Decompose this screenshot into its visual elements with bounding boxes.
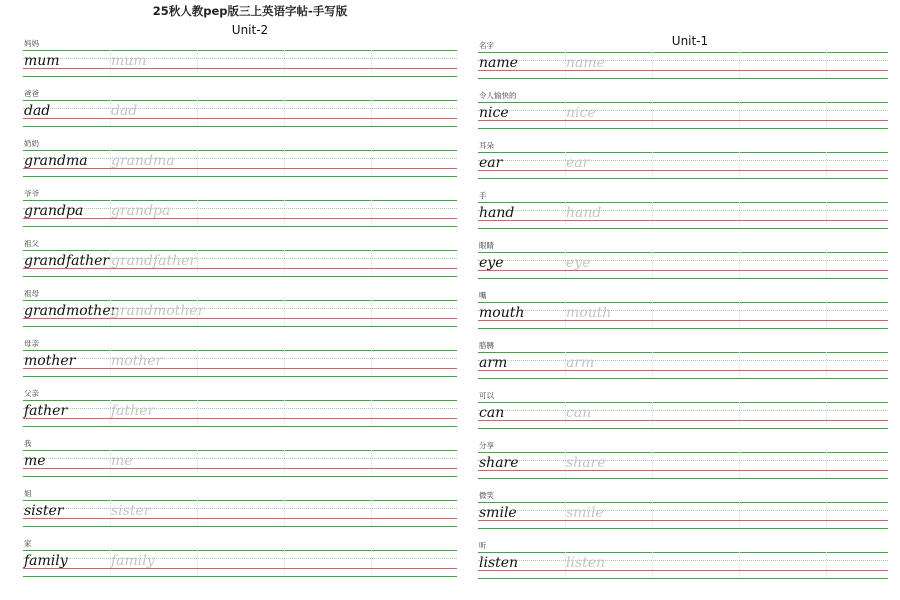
word-entry	[478, 190, 888, 240]
cell-divider	[284, 450, 285, 476]
handwriting-guide-line	[23, 458, 457, 459]
cell-divider	[739, 352, 740, 378]
word-entry	[23, 488, 457, 538]
handwriting-guide-line	[23, 158, 457, 159]
cell-divider	[197, 150, 198, 176]
english-word: ear	[479, 155, 503, 171]
cell-divider	[284, 250, 285, 276]
cell-divider	[739, 102, 740, 128]
handwriting-guide-line	[23, 518, 457, 519]
handwriting-guide-line	[23, 76, 457, 77]
handwriting-guide-line	[23, 408, 457, 409]
cell-divider	[371, 400, 372, 426]
chinese-meaning: 母亲	[24, 339, 39, 348]
cell-divider	[284, 150, 285, 176]
cell-divider	[652, 102, 653, 128]
tracing-word: name	[566, 55, 605, 71]
english-word: listen	[479, 555, 519, 571]
cell-divider	[826, 202, 827, 228]
chinese-meaning: 微笑	[479, 491, 494, 500]
cell-divider	[826, 102, 827, 128]
cell-divider	[652, 352, 653, 378]
word-entry	[23, 138, 457, 188]
handwriting-guide-line	[23, 118, 457, 119]
cell-divider	[652, 452, 653, 478]
english-word: mother	[24, 353, 76, 369]
handwriting-guide-line	[23, 568, 457, 569]
handwriting-guide-line	[23, 508, 457, 509]
cell-divider	[371, 300, 372, 326]
handwriting-guide-line	[23, 150, 457, 151]
cell-divider	[739, 152, 740, 178]
cell-divider	[197, 550, 198, 576]
cell-divider	[739, 402, 740, 428]
cell-divider	[371, 250, 372, 276]
handwriting-guide-line	[23, 126, 457, 127]
cell-divider	[371, 450, 372, 476]
english-word: me	[24, 453, 46, 469]
tracing-word: mouth	[566, 305, 612, 321]
cell-divider	[284, 350, 285, 376]
tracing-word: share	[566, 455, 606, 471]
handwriting-guide-line	[478, 178, 888, 179]
handwriting-guide-line	[478, 128, 888, 129]
english-word: grandpa	[24, 203, 84, 219]
word-entry	[478, 40, 888, 90]
page-title: 25秋人教pep版三上英语字帖-手写版	[152, 4, 348, 18]
handwriting-guide-line	[23, 68, 457, 69]
cell-divider	[652, 402, 653, 428]
chinese-meaning: 姐	[24, 489, 32, 498]
handwriting-guide-line	[23, 218, 457, 219]
handwriting-guide-line	[23, 358, 457, 359]
cell-divider	[197, 350, 198, 376]
handwriting-guide-line	[23, 426, 457, 427]
cell-divider	[826, 252, 827, 278]
cell-divider	[284, 500, 285, 526]
chinese-meaning: 家	[24, 539, 32, 548]
tracing-word: listen	[566, 555, 606, 571]
cell-divider	[826, 402, 827, 428]
handwriting-guide-line	[23, 276, 457, 277]
english-word: grandmother	[24, 303, 118, 319]
tracing-word: me	[111, 453, 133, 469]
word-entry	[478, 240, 888, 290]
handwriting-guide-line	[23, 368, 457, 369]
cell-divider	[739, 502, 740, 528]
cell-divider	[739, 552, 740, 578]
chinese-meaning: 爸爸	[24, 89, 39, 98]
handwriting-guide-line	[478, 378, 888, 379]
handwriting-guide-line	[478, 578, 888, 579]
cell-divider	[284, 300, 285, 326]
cell-divider	[652, 52, 653, 78]
tracing-word: grandpa	[111, 203, 171, 219]
cell-divider	[197, 450, 198, 476]
handwriting-guide-line	[478, 228, 888, 229]
word-entry	[23, 388, 457, 438]
handwriting-guide-line	[23, 550, 457, 551]
chinese-meaning: 可以	[479, 391, 494, 400]
cell-divider	[652, 502, 653, 528]
tracing-word: nice	[566, 105, 596, 121]
unit-1-title: Unit-1	[671, 34, 709, 48]
cell-divider	[652, 552, 653, 578]
english-word: hand	[479, 205, 515, 221]
word-entry	[23, 88, 457, 138]
handwriting-guide-line	[23, 100, 457, 101]
english-word: sister	[24, 503, 64, 519]
tracing-word: hand	[566, 205, 602, 221]
cell-divider	[197, 100, 198, 126]
english-word: arm	[479, 355, 508, 371]
cell-divider	[826, 152, 827, 178]
handwriting-guide-line	[23, 400, 457, 401]
handwriting-guide-line	[478, 328, 888, 329]
english-word: mouth	[479, 305, 525, 321]
handwriting-guide-line	[478, 278, 888, 279]
tracing-word: arm	[566, 355, 595, 371]
cell-divider	[652, 152, 653, 178]
word-entry	[478, 440, 888, 490]
cell-divider	[826, 52, 827, 78]
chinese-meaning: 令人愉快的	[479, 91, 517, 100]
word-entry	[23, 538, 457, 588]
chinese-meaning: 眼睛	[479, 241, 494, 250]
tracing-word: can	[566, 405, 592, 421]
cell-divider	[826, 452, 827, 478]
handwriting-guide-line	[23, 208, 457, 209]
cell-divider	[284, 200, 285, 226]
english-word: eye	[479, 255, 504, 271]
word-entry	[478, 290, 888, 340]
cell-divider	[739, 252, 740, 278]
handwriting-guide-line	[23, 576, 457, 577]
cell-divider	[371, 200, 372, 226]
word-entry	[23, 238, 457, 288]
cell-divider	[826, 502, 827, 528]
handwriting-guide-line	[23, 108, 457, 109]
cell-divider	[739, 202, 740, 228]
handwriting-guide-line	[23, 500, 457, 501]
english-word: name	[479, 55, 518, 71]
handwriting-guide-line	[23, 350, 457, 351]
tracing-word: grandfather	[111, 253, 197, 269]
chinese-meaning: 祖母	[24, 289, 39, 298]
english-word: share	[479, 455, 519, 471]
word-entry	[478, 490, 888, 540]
chinese-meaning: 祖父	[24, 239, 39, 248]
handwriting-guide-line	[23, 526, 457, 527]
handwriting-guide-line	[23, 226, 457, 227]
english-word: grandma	[24, 153, 88, 169]
tracing-word: dad	[111, 103, 138, 119]
cell-divider	[197, 500, 198, 526]
chinese-meaning: 奶奶	[24, 139, 39, 148]
chinese-meaning: 爷爷	[24, 189, 39, 198]
chinese-meaning: 胳膊	[479, 341, 494, 350]
english-word: grandfather	[24, 253, 110, 269]
handwriting-guide-line	[23, 376, 457, 377]
handwriting-guide-line	[23, 558, 457, 559]
cell-divider	[284, 50, 285, 76]
handwriting-guide-line	[23, 58, 457, 59]
tracing-word: mum	[111, 53, 147, 69]
word-entry	[478, 540, 888, 590]
english-word: can	[479, 405, 505, 421]
cell-divider	[197, 50, 198, 76]
english-word: family	[24, 553, 68, 569]
cell-divider	[284, 100, 285, 126]
cell-divider	[197, 250, 198, 276]
word-entry	[23, 438, 457, 488]
word-entry	[23, 38, 457, 88]
word-entry	[478, 340, 888, 390]
handwriting-guide-line	[23, 176, 457, 177]
unit-2-title: Unit-2	[231, 23, 269, 37]
handwriting-guide-line	[23, 50, 457, 51]
chinese-meaning: 手	[479, 191, 487, 200]
word-entry	[23, 188, 457, 238]
cell-divider	[371, 50, 372, 76]
tracing-word: mother	[111, 353, 163, 369]
english-word: nice	[479, 105, 509, 121]
tracing-word: grandma	[111, 153, 175, 169]
tracing-word: eye	[566, 255, 591, 271]
tracing-word: smile	[566, 505, 604, 521]
cell-divider	[826, 302, 827, 328]
english-word: smile	[479, 505, 517, 521]
cell-divider	[739, 52, 740, 78]
cell-divider	[197, 400, 198, 426]
cell-divider	[371, 550, 372, 576]
word-entry	[478, 140, 888, 190]
cell-divider	[197, 200, 198, 226]
handwriting-guide-line	[478, 78, 888, 79]
cell-divider	[652, 302, 653, 328]
tracing-word: ear	[566, 155, 590, 171]
handwriting-guide-line	[23, 418, 457, 419]
handwriting-guide-line	[23, 300, 457, 301]
chinese-meaning: 我	[24, 439, 32, 448]
word-entry	[23, 338, 457, 388]
chinese-meaning: 听	[479, 541, 487, 550]
cell-divider	[371, 500, 372, 526]
tracing-word: grandmother	[111, 303, 205, 319]
chinese-meaning: 名字	[479, 41, 494, 50]
handwriting-guide-line	[23, 476, 457, 477]
cell-divider	[284, 550, 285, 576]
english-word: dad	[24, 103, 51, 119]
english-word: father	[24, 403, 68, 419]
chinese-meaning: 耳朵	[479, 141, 494, 150]
tracing-word: sister	[111, 503, 151, 519]
handwriting-guide-line	[23, 450, 457, 451]
handwriting-guide-line	[23, 200, 457, 201]
handwriting-guide-line	[23, 326, 457, 327]
handwriting-guide-line	[478, 428, 888, 429]
word-entry	[478, 390, 888, 440]
cell-divider	[371, 100, 372, 126]
chinese-meaning: 分享	[479, 441, 494, 450]
chinese-meaning: 妈妈	[24, 39, 39, 48]
handwriting-guide-line	[23, 468, 457, 469]
cell-divider	[652, 252, 653, 278]
cell-divider	[284, 400, 285, 426]
cell-divider	[739, 452, 740, 478]
word-entry	[478, 90, 888, 140]
cell-divider	[826, 352, 827, 378]
chinese-meaning: 父亲	[24, 389, 39, 398]
word-entry	[23, 288, 457, 338]
handwriting-guide-line	[23, 250, 457, 251]
cell-divider	[739, 302, 740, 328]
chinese-meaning: 嘴	[479, 291, 487, 300]
tracing-word: family	[111, 553, 155, 569]
english-word: mum	[24, 53, 60, 69]
handwriting-guide-line	[478, 478, 888, 479]
handwriting-guide-line	[23, 168, 457, 169]
tracing-word: father	[111, 403, 155, 419]
handwriting-guide-line	[478, 528, 888, 529]
cell-divider	[371, 350, 372, 376]
cell-divider	[652, 202, 653, 228]
cell-divider	[371, 150, 372, 176]
cell-divider	[826, 552, 827, 578]
